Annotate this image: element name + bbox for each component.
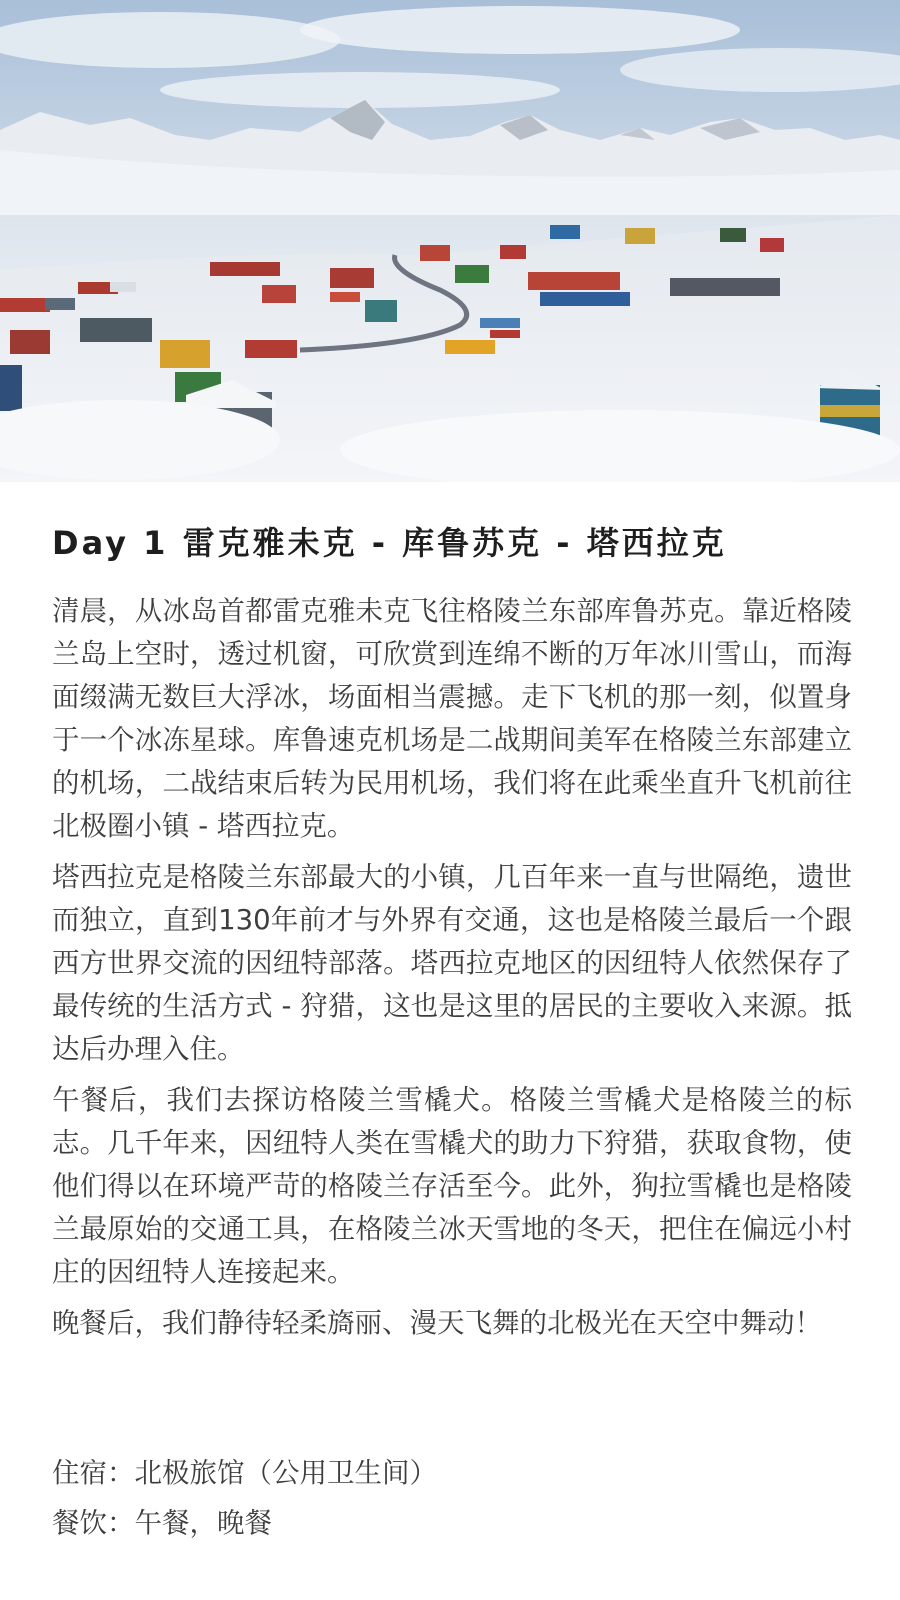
- trip-info: [52, 1452, 852, 1552]
- paragraph-sled-dogs: 午餐后，我们去探访格陵兰雪橇犬。格陵兰雪橇犬是格陵兰的标志。几千年来，因纽特人类在雪橇犬的助力下狩猎，获取食物，使他们得以在环境严苛的格陵兰存活至今。此外，狗拉雪橇也是格陵兰最原始的交通工具，在格陵兰冰天雪地的冬天，把住在偏远小村庄的因纽特人连接起来。: [52, 1084, 852, 1288]
- paragraph-tasiilaq: 塔西拉克是格陵兰东部最大的小镇，几百年来一直与世隔绝，遗世而独立，直到130年前才与外界有交通，这也是格陵兰最后一个跟西方世界交流的因纽特部落。塔西拉克地区的因纽特人依然保存了最传统的生活方式 - 狩猎，这也是这里的居民的主要收入来源。抵达后办理入住。: [52, 861, 852, 1065]
- meals-info: 餐饮：午餐，晚餐: [52, 1507, 272, 1539]
- greenland-town-photo: [0, 0, 900, 482]
- lodging-info: 住宿：北极旅馆（公用卫生间）: [52, 1457, 437, 1489]
- paragraph-morning: 清晨，从冰岛首都雷克雅未克飞往格陵兰东部库鲁苏克。靠近格陵兰岛上空时，透过机窗，可欣赏到连绵不断的万年冰川雪山，而海面缀满无数巨大浮冰，场面相当震撼。走下飞机的那一刻，似置身于一个冰冻星球。库鲁速克机场是二战期间美军在格陵兰东部建立的机场，二战结束后转为民用机场，我们将在此乘坐直升飞机前往北极圈小镇 - 塔西拉克。: [52, 595, 852, 842]
- paragraph-aurora: 晚餐后，我们静待轻柔旖丽、漫天飞舞的北极光在天空中舞动！: [52, 1307, 822, 1339]
- hero-photo: [0, 0, 900, 482]
- day-title: Day 1 雷克雅未克 - 库鲁苏克 - 塔西拉克: [52, 524, 727, 562]
- itinerary-content: [52, 518, 852, 1345]
